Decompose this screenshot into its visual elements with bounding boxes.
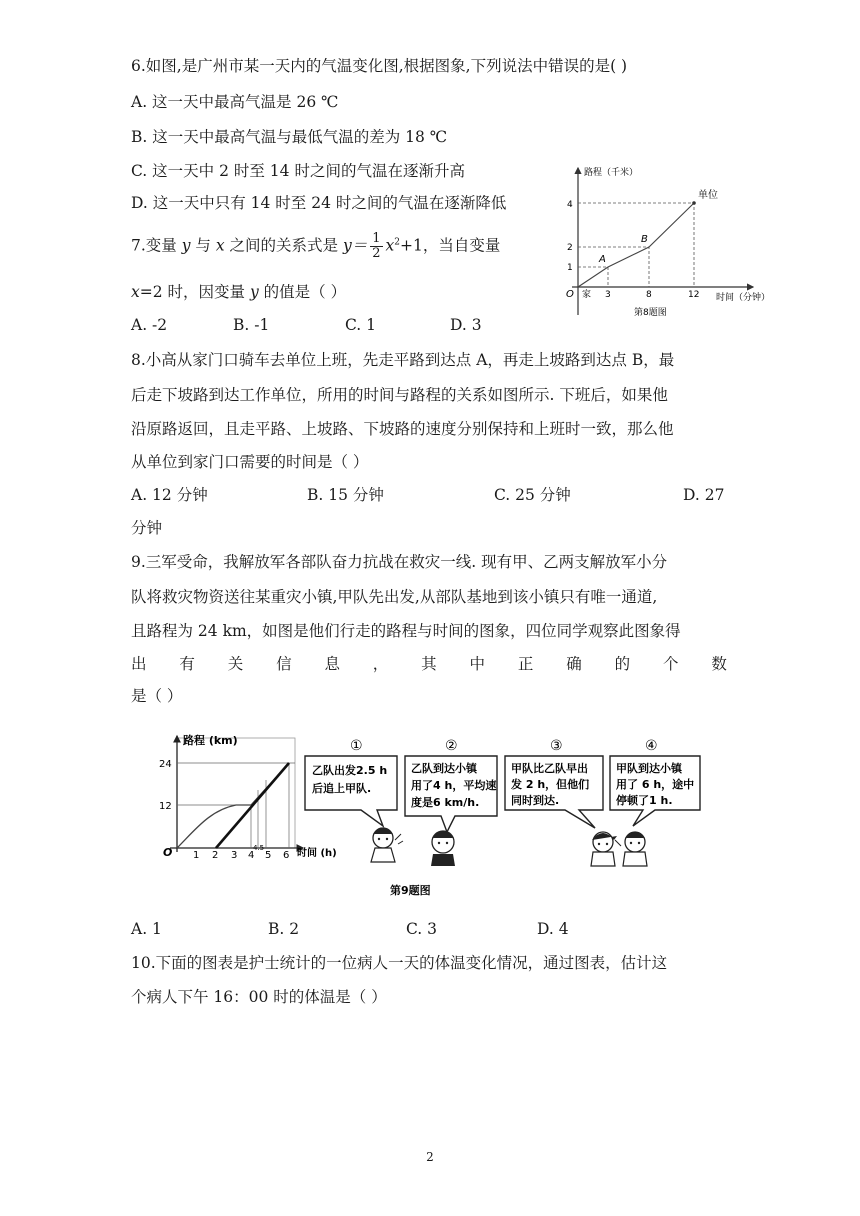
- q7-var-x: x: [385, 236, 395, 255]
- q7-option-d: D. 3: [450, 316, 482, 334]
- fig9-x-tick-4: 4: [248, 850, 255, 861]
- q7-exponent: 2: [394, 237, 400, 248]
- q9-char: 关: [227, 655, 244, 673]
- q7-text: 7.变量: [131, 236, 182, 255]
- q9-char: 信: [276, 655, 292, 673]
- fig9-origin: O: [163, 846, 173, 859]
- q7-line2: [131, 282, 346, 302]
- q7-text: =2 时，因变量: [139, 283, 250, 301]
- q6-stem: 6.如图,是广州市某一天内的气温变化图,根据图象,下列说法中错误的是( ): [131, 57, 628, 75]
- student-3-figure: [591, 832, 617, 866]
- fig8-x-tick-3: 3: [605, 290, 611, 300]
- bubble-3-line-3: 同时到达.: [511, 794, 560, 807]
- fig8-point-dest: [692, 201, 696, 205]
- fig9-team-yi-line: [216, 763, 289, 848]
- fig9-y-label: 路程 (km): [183, 734, 238, 747]
- fig9-x-tick-3: 3: [231, 850, 238, 861]
- q7-fraction: [370, 232, 382, 261]
- q7-text: 与: [190, 236, 216, 255]
- q8-line1: 8.小高从家门口骑车去单位上班，先走平路到达点 A，再走上坡路到达点 B，最: [131, 351, 675, 369]
- fig9-x-tick-1: 1: [193, 850, 200, 861]
- q9-char: 数: [711, 655, 727, 673]
- fig9-x-tick-2: 2: [212, 850, 219, 861]
- bubble-2-line-2: 用了4 h，平均速: [411, 779, 497, 792]
- q7-var-x: x: [215, 236, 225, 255]
- q9-figure: [155, 730, 720, 905]
- q9-option-d: D. 4: [537, 920, 569, 938]
- q9-char: 个: [662, 655, 679, 673]
- q9-char: 息: [324, 655, 340, 673]
- q7-option-c: C. 1: [345, 316, 377, 334]
- q9-char: 出: [131, 655, 147, 673]
- q6-option-c: C. 这一天中 2 时至 14 时之间的气温在逐渐升高: [131, 162, 465, 180]
- q7-var-x: x: [131, 283, 140, 301]
- fig8-x-tick-12: 12: [688, 290, 700, 300]
- fig8-y-tick-4: 4: [567, 200, 573, 210]
- q10-line2: 个病人下午 16：00 时的体温是（ ）: [131, 988, 387, 1006]
- fig8-y-label: 路程（千米）: [584, 168, 639, 178]
- bubble-2-number: ②: [445, 738, 458, 754]
- fig9-x-label: 时间 (h): [297, 848, 337, 859]
- fig9-x-tick-6: 6: [283, 850, 290, 861]
- student-2-figure: [431, 831, 455, 866]
- q7-stem: [131, 232, 500, 261]
- q9-char: 其: [421, 655, 437, 673]
- fig9-x-tick-4-5: 4.5: [253, 844, 265, 852]
- q6-option-d: D. 这一天中只有 14 时至 24 时之间的气温在逐渐降低: [131, 194, 507, 212]
- q9-line4: [131, 654, 727, 674]
- q8-option-c: C. 25 分钟: [494, 486, 571, 504]
- fig8-x-tick-8: 8: [646, 290, 652, 300]
- fig9-y-tick-12: 12: [159, 801, 172, 812]
- student-1-figure: [371, 828, 403, 862]
- q8-line2: 后走下坡路到达工作单位，所用的时间与路程的关系如图所示. 下班后，如果他: [131, 386, 668, 404]
- q7-eq-lhs: y＝: [342, 236, 368, 255]
- q9-line3: 且路程为 24 km，如图是他们行走的路程与时间的图象，四位同学观察此图象得: [131, 622, 681, 640]
- q8-option-d: D. 27: [683, 486, 725, 504]
- q10-line1: 10.下面的图表是护士统计的一位病人一天的体温变化情况，通过图表，估计这: [131, 954, 668, 972]
- fig8-x-label: 时间（分钟）: [716, 293, 771, 303]
- bubble-1-line-1: 乙队出发2.5 h: [312, 764, 388, 777]
- q9-char: 正: [517, 655, 534, 673]
- fig8-caption: 第8题图: [634, 308, 667, 318]
- q8-line3: 沿原路返回，且走平路、上坡路、下坡路的速度分别保持和上班时一致，那么他: [131, 420, 674, 438]
- q8-option-d-overflow: 分钟: [131, 519, 163, 537]
- student-4-figure: [615, 832, 647, 866]
- fig9-y-tick-24: 24: [159, 759, 172, 770]
- q7-text: 的值是（ ）: [258, 283, 347, 301]
- q9-char: 中: [469, 655, 486, 673]
- q7-var-y: y: [249, 283, 259, 301]
- q9-char: 有: [179, 655, 195, 673]
- q9-line5: 是（ ）: [131, 687, 183, 705]
- q9-option-a: A. 1: [131, 920, 162, 938]
- fig9-caption: 第9题图: [390, 884, 431, 897]
- q7-text: 之间的关系式是: [224, 236, 343, 255]
- bubble-4-line-3: 停顿了1 h.: [616, 794, 673, 807]
- q7-option-a: A. -2: [131, 316, 168, 334]
- fig8-origin: O: [566, 289, 574, 300]
- q6-option-a: A. 这一天中最高气温是 26 ℃: [131, 93, 339, 111]
- bubble-3-line-2: 发 2 h，但他们: [511, 778, 590, 791]
- q9-char: 确: [566, 655, 582, 673]
- fraction-numerator: 1: [372, 231, 381, 246]
- fig8-guide-dest: [578, 203, 694, 287]
- q8-line4: 从单位到家门口需要的时间是（ ）: [131, 453, 369, 471]
- bubble-3-number: ③: [550, 738, 563, 754]
- bubble-3-line-1: 甲队比乙队早出: [511, 762, 588, 775]
- page-number: 2: [426, 1150, 434, 1164]
- q7-text: +1，当自变量: [399, 236, 501, 255]
- fraction-denominator: 2: [372, 246, 381, 261]
- fig8-home-label: 家: [582, 290, 592, 300]
- q9-line1: 9.三军受命，我解放军各部队奋力抗战在救灾一线. 现有甲、乙两支解放军小分: [131, 553, 668, 571]
- q9-option-b: B. 2: [268, 920, 300, 938]
- bubble-2-line-3: 度是6 km/h.: [411, 796, 480, 809]
- q9-char: 的: [614, 655, 631, 673]
- q8-option-b: B. 15 分钟: [307, 486, 384, 504]
- fig8-point-a-label: A: [599, 254, 606, 265]
- q7-option-b: B. -1: [233, 316, 270, 334]
- fig9-x-tick-5: 5: [265, 850, 272, 861]
- q9-char: ，: [372, 655, 389, 673]
- q8-option-a: A. 12 分钟: [131, 486, 208, 504]
- bubble-4-line-1: 甲队到达小镇: [616, 762, 682, 775]
- q7-var-y: y: [181, 236, 191, 255]
- q9-line2: 队将救灾物资送往某重灾小镇,甲队先出发,从部队基地到该小镇只有唯一通道,: [131, 588, 658, 606]
- bubble-1-line-2: 后追上甲队.: [312, 782, 372, 795]
- fig8-route-line: [578, 203, 694, 287]
- bubble-1-number: ①: [350, 738, 363, 754]
- fig8-y-tick-2: 2: [567, 243, 573, 253]
- bubble-4-line-2: 用了 6 h，途中: [616, 778, 695, 791]
- bubble-2-line-1: 乙队到达小镇: [411, 762, 477, 775]
- q9-option-c: C. 3: [406, 920, 438, 938]
- fig9-team-jia-curve: [177, 763, 289, 848]
- q8-figure: [548, 160, 788, 325]
- fig9-graph-frame: [177, 738, 295, 848]
- q6-option-b: B. 这一天中最高气温与最低气温的差为 18 ℃: [131, 128, 448, 146]
- fig8-dest-label: 单位: [698, 190, 718, 201]
- bubble-4-number: ④: [645, 738, 658, 754]
- fig8-y-tick-1: 1: [567, 263, 573, 273]
- fig8-point-b-label: B: [641, 234, 648, 245]
